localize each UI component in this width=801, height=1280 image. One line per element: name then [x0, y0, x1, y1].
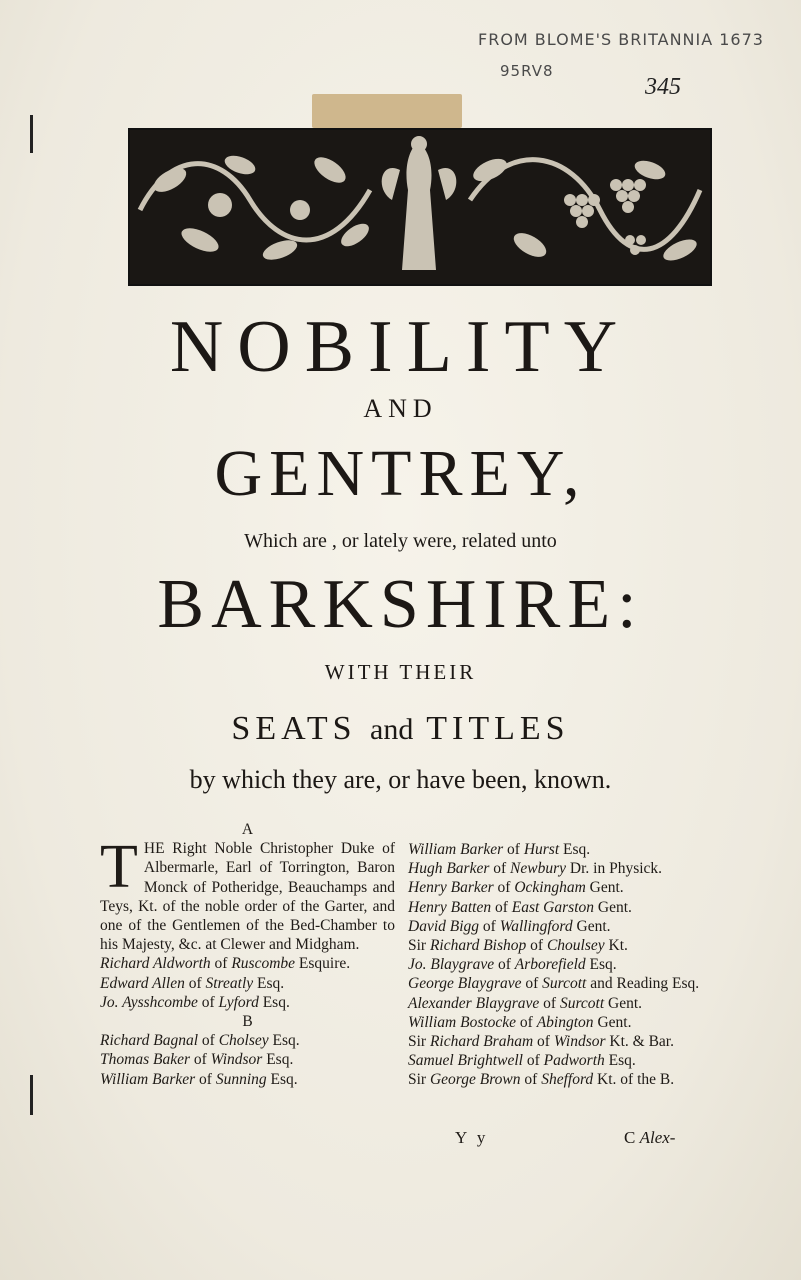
entry-name: Thomas Baker	[100, 1051, 190, 1069]
signature-mark: Y y	[455, 1128, 489, 1147]
entry-title: Esq.	[257, 974, 285, 992]
entry-title: Gent.	[608, 994, 643, 1012]
entry-rest: of	[507, 841, 520, 858]
entry-name: William Barker	[100, 1070, 196, 1088]
entry-title: Kt. of the B.	[597, 1071, 675, 1089]
entry-name: Samuel Brightwell	[408, 1052, 523, 1070]
entry-rest: of	[188, 974, 202, 992]
entry-title: Kt.	[608, 937, 628, 955]
catchword	[624, 1128, 675, 1148]
handwritten-reference: 95RV8	[500, 62, 554, 80]
title-and: AND	[363, 394, 438, 423]
entry-place: East Garston	[511, 898, 594, 916]
entry-rest: of	[497, 956, 511, 974]
entry-rest: of	[493, 860, 507, 878]
entry-name: Jo. Blaygrave	[408, 956, 495, 974]
list-item	[408, 898, 713, 917]
entry-place: Arborefield	[514, 956, 586, 974]
title-nobility: NOBILITY	[169, 306, 632, 388]
entry-name: William Barker	[408, 841, 504, 858]
list-item	[408, 994, 713, 1013]
list-item	[100, 1031, 395, 1050]
catchword-letter: C	[624, 1128, 636, 1147]
entry-rest: of	[193, 1051, 207, 1069]
catchword-text: Alex-	[639, 1128, 676, 1147]
list-item	[408, 955, 713, 974]
subtitle-seats-and-titles	[0, 710, 801, 748]
entry-name: Alexander Blaygrave	[408, 994, 540, 1012]
entry-rest: of	[525, 975, 539, 993]
list-item	[408, 917, 713, 936]
list-item	[100, 974, 395, 993]
entries-b-list	[100, 1031, 395, 1089]
margin-mark	[30, 115, 33, 153]
entry-place: Surcott	[542, 975, 587, 993]
subtitle-known: by which they are, or have been, known.	[189, 765, 612, 794]
page-number: 345	[645, 74, 681, 100]
entry-place: Wallingford	[499, 917, 573, 935]
entry-name: Edward Allen	[100, 974, 185, 992]
entry-place: Shefford	[541, 1071, 594, 1089]
list-item	[408, 1032, 713, 1051]
entry-place: Lyford	[218, 993, 259, 1011]
entry-place: Windsor	[210, 1051, 263, 1069]
entry-name: Hugh Barker	[408, 860, 490, 878]
title-gentrey: GENTREY,	[214, 437, 587, 510]
list-item	[408, 1051, 713, 1070]
entry-title: Esq.	[270, 1070, 298, 1088]
entry-place: Windsor	[553, 1033, 606, 1051]
entry-title: Esq.	[589, 956, 617, 974]
entry-place: Ockingham	[514, 879, 586, 897]
margin-mark	[30, 1075, 33, 1115]
entry-place: Cholsey	[218, 1032, 269, 1050]
list-item	[408, 840, 713, 859]
entry-pre: Sir	[408, 1033, 427, 1051]
entry-title: and Reading Esq.	[590, 975, 700, 993]
entry-rest: of	[519, 1013, 533, 1031]
list-item	[100, 954, 395, 973]
entry-place: Surcott	[559, 994, 605, 1012]
entry-rest: of	[201, 993, 215, 1011]
entry-rest: of	[199, 1070, 212, 1088]
entry-name: Henry Batten	[408, 898, 492, 916]
entry-rest: of	[201, 1032, 215, 1050]
entry-rest: of	[524, 1071, 538, 1089]
titles-word: TITLES	[426, 710, 570, 747]
entry-title: Gent.	[576, 917, 611, 935]
intro-entry	[100, 833, 395, 954]
entry-name: George Blaygrave	[408, 975, 522, 993]
entry-name: Richard Bagnal	[100, 1032, 199, 1050]
entries-a-list	[100, 954, 395, 1012]
entry-title: Gent.	[597, 898, 632, 916]
list-item	[408, 936, 713, 955]
entry-title: Esq.	[563, 841, 591, 858]
entry-rest: of	[497, 879, 511, 897]
entry-rest: of	[537, 1033, 550, 1051]
entry-name: William Bostocke	[408, 1013, 517, 1031]
entry-rest: of	[526, 1052, 540, 1070]
list-item	[408, 878, 713, 897]
entry-rest: of	[530, 937, 544, 955]
entry-title: Kt. & Bar.	[609, 1033, 674, 1051]
foliage-ornament-icon	[130, 130, 710, 284]
entry-rest: of	[543, 994, 557, 1012]
list-item	[100, 993, 395, 1012]
entry-place: Choulsey	[546, 937, 605, 955]
entry-title: Gent.	[597, 1013, 632, 1031]
entry-place: Abington	[536, 1013, 594, 1031]
seats-word: SEATS	[231, 710, 357, 747]
section-heading-a: A	[241, 821, 254, 838]
entry-title: Esq.	[262, 993, 290, 1011]
list-item	[408, 974, 713, 993]
entry-name: Richard Aldworth	[100, 955, 211, 973]
section-heading-b: B	[242, 1013, 253, 1031]
and-word: and	[370, 713, 414, 746]
list-item	[100, 1070, 395, 1089]
entry-place: Sunning	[215, 1070, 267, 1088]
intro-text: HE Right Noble Christopher Duke of Albermarle, Earl of Torrington, Baron Monck of Potheridge, Beauchamps and Teys, Kt. of the noble order of the Garter, and one of the Gentlemen of the Bed-Chamber to his Majesty, &c. at Clewer and Midgham.	[100, 840, 395, 954]
title-barkshire: BARKSHIRE:	[157, 566, 644, 643]
list-item	[408, 859, 713, 878]
subtitle-which-are: Which are , or lately were, related unto	[244, 530, 557, 552]
entry-place: Ruscombe	[231, 955, 296, 973]
entry-title: Esq.	[608, 1052, 636, 1070]
entries-right-list	[408, 840, 713, 1090]
entry-place: Padworth	[543, 1052, 605, 1070]
entry-title: Dr. in Physick.	[569, 860, 663, 878]
entry-rest: of	[482, 917, 496, 935]
entry-title: Esq.	[266, 1051, 294, 1069]
entry-name: Richard Braham	[429, 1033, 534, 1051]
entry-pre: Sir	[408, 1071, 427, 1089]
entry-place: Newbury	[510, 860, 567, 878]
entry-title: Esquire.	[298, 955, 351, 973]
left-column	[100, 820, 395, 1089]
entry-title: Esq.	[272, 1032, 300, 1050]
entry-title: Gent.	[589, 879, 624, 897]
entry-name: Richard Bishop	[429, 937, 527, 955]
tape-strip	[312, 94, 462, 128]
entry-name: David Bigg	[408, 917, 480, 935]
list-item	[408, 1013, 713, 1032]
drop-cap: T	[100, 833, 138, 902]
list-item	[100, 1050, 395, 1069]
entry-rest: of	[494, 898, 508, 916]
subtitle-with-their: WITH THEIR	[324, 660, 477, 684]
entry-place: Hurst	[523, 841, 560, 858]
entry-pre: Sir	[408, 937, 427, 955]
entry-rest: of	[214, 955, 228, 973]
woodcut-headpiece-ornament	[128, 128, 712, 286]
handwritten-source-note: FROM BLOME'S BRITANNIA 1673	[478, 30, 764, 49]
entry-name: George Brown	[429, 1071, 521, 1089]
entry-name: Jo. Aysshcombe	[100, 993, 198, 1011]
entry-name: Henry Barker	[408, 879, 494, 897]
list-item	[408, 1070, 713, 1089]
entry-place: Streatly	[205, 974, 254, 992]
right-column	[408, 840, 713, 1090]
